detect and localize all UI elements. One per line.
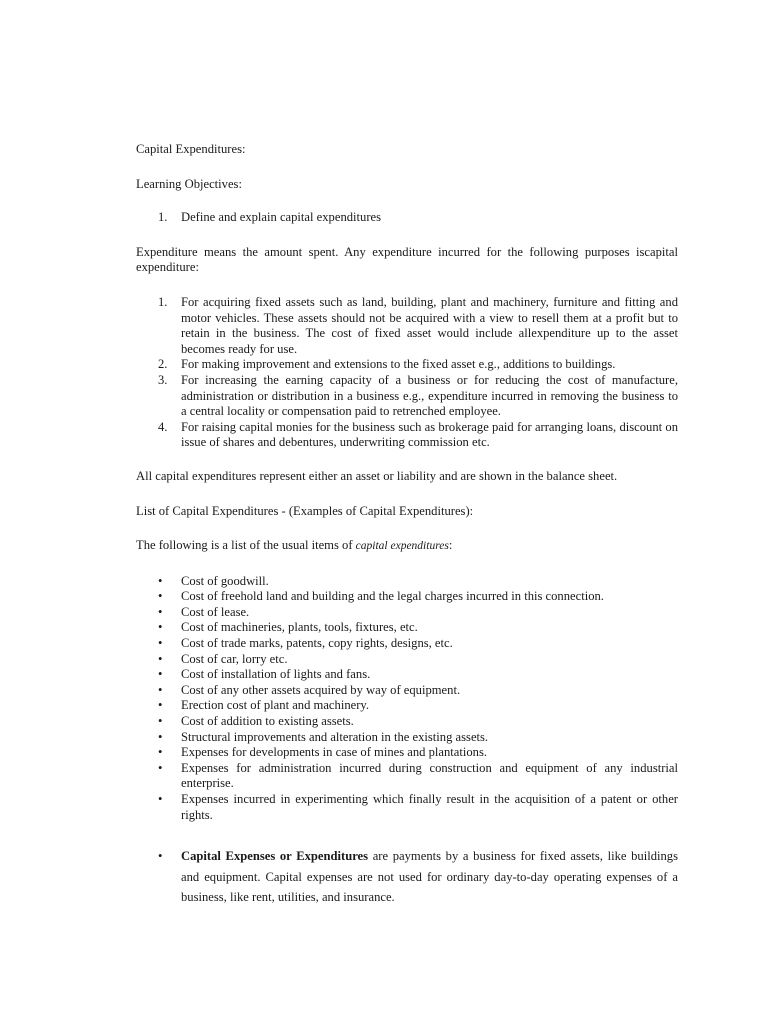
list-item xyxy=(136,667,678,683)
bullet-icon: • xyxy=(158,636,163,651)
list-item-text: Expenses incurred in experimenting which finally result in the acquisition of a patent or other rights. xyxy=(181,792,678,822)
document-title: Capital Expenditures: xyxy=(136,142,246,156)
objectives-heading: Learning Objectives: xyxy=(136,176,242,191)
usual-items-intro xyxy=(136,538,678,555)
list-item xyxy=(136,210,678,226)
list-heading: List of Capital Expenditures - (Examples of Capital Expenditures): xyxy=(136,503,474,518)
objectives-list xyxy=(136,210,678,226)
list-item xyxy=(136,620,678,636)
bullet-icon: • xyxy=(158,745,163,760)
list-item-text: Expenses for developments in case of mines and plantations. xyxy=(181,745,488,760)
bullet-icon: • xyxy=(158,667,163,682)
list-item-text: For making improvement and extensions to the fixed asset e.g., additions to buildings. xyxy=(181,357,616,372)
list-item xyxy=(136,605,678,621)
list-item-text: Structural improvements and alteration in the existing assets. xyxy=(181,729,489,744)
list-item-text: Erection cost of plant and machinery. xyxy=(181,698,370,713)
intro-paragraph: Expenditure means the amount spent. Any expenditure incurred for the following purposes iscapital expenditure: xyxy=(136,244,678,275)
bullet-icon: • xyxy=(158,714,163,729)
bullet-icon: • xyxy=(158,729,163,744)
list-item-text: Cost of car, lorry etc. xyxy=(181,651,288,666)
purposes-list xyxy=(136,295,678,451)
list-item xyxy=(136,574,678,590)
bullet-icon: • xyxy=(158,573,163,588)
list-item xyxy=(136,745,678,761)
final-bold-term: Capital Expenses or Expenditures xyxy=(181,849,369,864)
bullet-icon: • xyxy=(158,589,163,604)
list-item xyxy=(136,730,678,746)
bullet-icon: • xyxy=(158,698,163,713)
list-number: 1. xyxy=(158,294,168,309)
usual-emphasis: capital expenditures xyxy=(355,540,449,553)
list-item xyxy=(136,420,678,451)
bullet-icon: • xyxy=(158,760,163,775)
list-item xyxy=(136,295,678,357)
list-item xyxy=(136,652,678,668)
list-item-text: Cost of goodwill. xyxy=(181,573,269,588)
list-item-text: Expenses for administration incurred during construction and equipment of any industrial enterprise. xyxy=(181,760,678,791)
bullet-icon: • xyxy=(158,682,163,697)
bullet-icon: • xyxy=(158,651,163,666)
list-number: 1. xyxy=(158,210,168,225)
final-text: are payments by a business for fixed assets, like buildings and equipment. Capital expenses are not used for ordinary day-to-day operating expenses of a business, like rent, utilities, and insurance. xyxy=(181,849,678,905)
bullet-icon: • xyxy=(158,792,163,806)
list-item xyxy=(136,683,678,699)
list-item-text: Cost of trade marks, patents, copy rights, designs, etc. xyxy=(181,636,453,651)
list-item xyxy=(136,636,678,652)
list-number: 2. xyxy=(158,357,168,372)
list-item xyxy=(136,846,678,908)
list-item-text: Cost of lease. xyxy=(181,604,250,619)
final-note-list xyxy=(136,846,678,908)
usual-suffix: : xyxy=(448,538,453,553)
usual-prefix: The following is a list of the usual items of xyxy=(136,538,356,553)
list-item-text: For increasing the earning capacity of a business or for reducing the cost of manufacture, administration or distribution in a business e.g., expenditure incurred in removing the business to a central locality or compensation paid to retrenched employee. xyxy=(181,372,678,419)
list-item xyxy=(136,698,678,714)
list-item xyxy=(136,357,678,373)
list-item-text: Define and explain capital expenditures xyxy=(181,210,382,225)
list-item-text: Cost of addition to existing assets. xyxy=(181,714,354,729)
bullet-icon: • xyxy=(158,849,163,864)
list-item-text: For raising capital monies for the business such as brokerage paid for arranging loans, discount on issue of shares and debentures, underwriting commission etc. xyxy=(181,419,678,450)
document-page xyxy=(136,142,678,908)
summary-paragraph: All capital expenditures represent either an asset or liability and are shown in the balance sheet. xyxy=(136,468,618,483)
list-item-text: Cost of any other assets acquired by way of equipment. xyxy=(181,682,461,697)
bullet-icon: • xyxy=(158,620,163,635)
list-item xyxy=(136,714,678,730)
list-item xyxy=(136,373,678,420)
bullet-icon: • xyxy=(158,604,163,619)
list-item-text: Cost of freehold land and building and the legal charges incurred in this connection. xyxy=(181,589,604,604)
list-item-text: Cost of machineries, plants, tools, fixtures, etc. xyxy=(181,620,418,635)
capital-items-list xyxy=(136,574,678,824)
list-item xyxy=(136,589,678,605)
list-item-text: Cost of installation of lights and fans. xyxy=(181,667,371,682)
list-number: 4. xyxy=(158,419,168,434)
list-item xyxy=(136,761,678,792)
list-number: 3. xyxy=(158,372,168,387)
list-item-text: For acquiring fixed assets such as land, building, plant and machinery, furniture and fitting and motor vehicles. These assets should not be acquired with a view to resell them at a profit but to retain in the business. The cost of fixed asset would include allexpenditure up to the asset becomes ready for use. xyxy=(181,294,678,356)
list-item xyxy=(136,792,678,823)
